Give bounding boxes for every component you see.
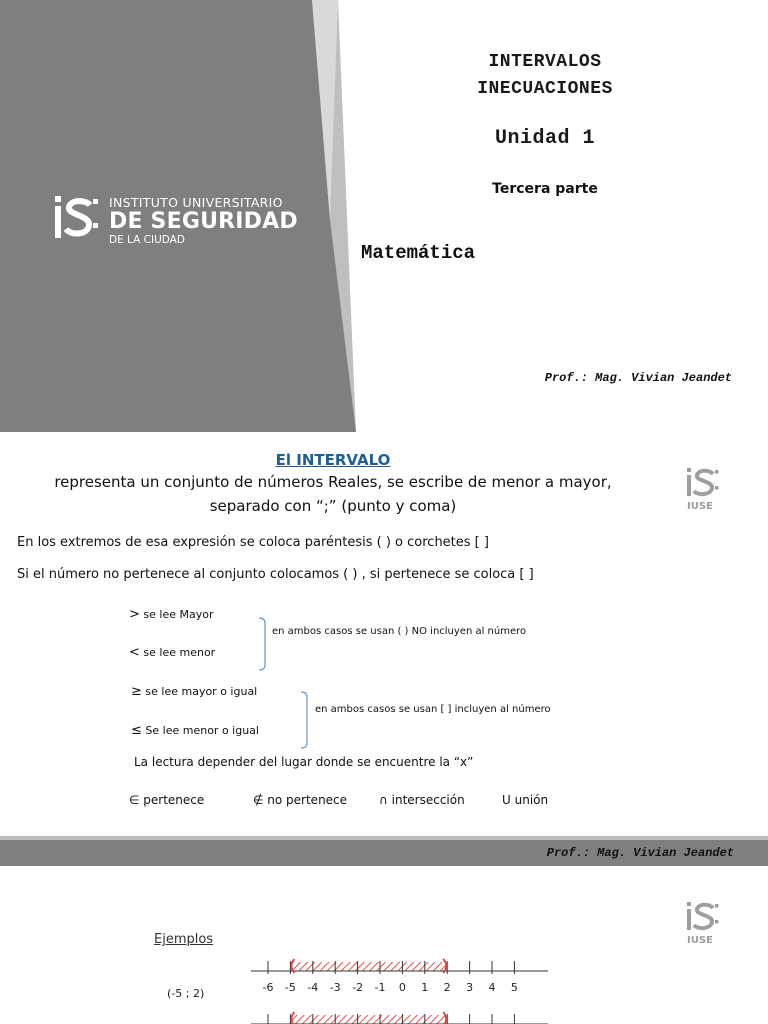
example1-label: (-5 ; 2): [167, 987, 205, 1000]
less-equal-symbol: ≤: [131, 723, 142, 738]
greater-equal-text: se lee mayor o igual: [145, 685, 258, 698]
nl1-tick-label: -6: [262, 981, 274, 994]
iuse-small-logo: [683, 466, 723, 516]
intro-line-1: representa un conjunto de números Reales, se escribe de menor a mayor,: [54, 473, 612, 491]
unit-title: Unidad 1: [494, 127, 595, 150]
number-line-figure: [0, 866, 768, 1024]
symbol-greater-equal: [131, 684, 257, 699]
nl1-tick-label: -4: [307, 981, 319, 994]
subject-title: Matemática: [361, 242, 476, 264]
not-belongs-symbol: ∉: [253, 793, 264, 807]
union-symbol: U: [502, 793, 511, 807]
intersection-symbol: ∩: [379, 793, 388, 807]
intro-line-2: separado con “;” (punto y coma): [209, 497, 457, 515]
footer-professor: Prof.: Mag. Vivian Jeandet: [546, 846, 734, 860]
nl1-tick-label: 4: [488, 981, 496, 994]
nl1-tick-label: -1: [374, 981, 386, 994]
union-symbol-item: [502, 793, 548, 807]
number-line-1: [251, 959, 548, 994]
examples-slide: [0, 866, 768, 1024]
iuse-caption-2: IUSE: [687, 935, 713, 946]
logo-line-1: INSTITUTO UNIVERSITARIO: [109, 195, 283, 210]
less-equal-text: Se lee menor o igual: [145, 724, 259, 737]
greater-symbol: >: [129, 607, 140, 622]
belongs-symbol: ∈: [129, 793, 140, 807]
less-text: se lee menor: [143, 646, 216, 659]
intersection-text: intersección: [391, 793, 465, 807]
greater-equal-symbol: ≥: [131, 684, 142, 699]
logo-line-3: DE LA CIUDAD: [109, 234, 185, 246]
title-slide: [0, 0, 768, 432]
not-belongs-symbol-item: [253, 793, 347, 807]
number-line-2: [251, 1012, 548, 1024]
nl1-tick-label: 3: [466, 981, 474, 994]
nl1-tick-label: -2: [352, 981, 364, 994]
title-line-1: INTERVALOS: [488, 52, 602, 72]
nl1-tick-label: 2: [443, 981, 451, 994]
part-subtitle: Tercera parte: [492, 181, 598, 197]
greater-text: se lee Mayor: [143, 608, 214, 621]
iuse-small-logo-icon: [683, 466, 723, 500]
iuse-caption: IUSE: [687, 501, 713, 512]
footer-stripe: [0, 836, 768, 840]
examples-label: Ejemplos: [154, 932, 214, 947]
not-belongs-text: no pertenece: [267, 793, 348, 807]
inclusive-bracket: [297, 691, 317, 749]
belongs-line: Si el número no pertenece al conjunto colocamos ( ) , si pertenece se coloca [ ]: [17, 567, 534, 582]
institution-name: [109, 195, 309, 246]
professor-name: Prof.: Mag. Vivian Jeandet: [544, 371, 732, 385]
reading-note: La lectura depender del lugar donde se encuentre la “x”: [134, 755, 474, 769]
nl1-tick-label: 0: [398, 981, 406, 994]
symbol-less-equal: [131, 723, 259, 738]
logo-line-2: DE SEGURIDAD: [109, 209, 298, 234]
interval-heading: El INTERVALO: [275, 451, 391, 469]
belongs-text: pertenece: [143, 793, 205, 807]
less-symbol: <: [129, 645, 140, 660]
nl1-tick-label: 5: [510, 981, 518, 994]
union-text: unión: [514, 793, 549, 807]
inclusive-note: en ambos casos se usan [ ] incluyen al número: [315, 704, 551, 715]
interval-slide: [0, 432, 768, 866]
iuse-logo-mark: [52, 193, 102, 243]
symbol-greater: [129, 607, 213, 622]
nl1-tick-label: 1: [421, 981, 429, 994]
nl1-tick-label: -5: [284, 981, 296, 994]
iuse-logo-icon: [52, 193, 102, 243]
nl1-hatched-region: [290, 962, 447, 971]
nl1-tick-label: -3: [329, 981, 341, 994]
strict-note: en ambos casos se usan ( ) NO incluyen al número: [272, 626, 527, 637]
symbol-less: [129, 645, 215, 660]
extremes-line: En los extremos de esa expresión se coloca paréntesis ( ) o corchetes [ ]: [17, 535, 489, 550]
title-line-2: INECUACIONES: [477, 79, 613, 99]
nl2-hatched-region: [290, 1015, 447, 1024]
intersection-symbol-item: [379, 793, 465, 807]
belongs-symbol-item: [129, 793, 204, 807]
